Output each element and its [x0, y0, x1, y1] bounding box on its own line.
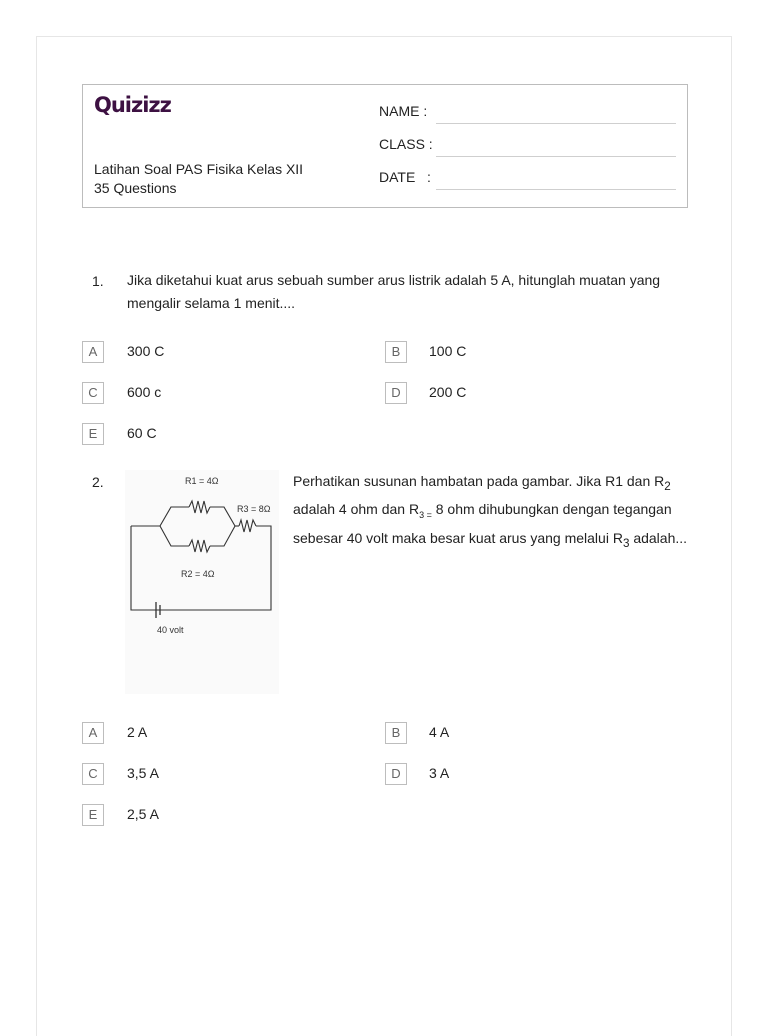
q1-option-e-box[interactable]: E — [82, 423, 104, 445]
question-1-number: 1. — [92, 273, 104, 289]
q1-option-c-text: 600 c — [127, 384, 162, 400]
q2-option-a-box[interactable]: A — [82, 722, 104, 744]
question-2-number: 2. — [92, 474, 104, 490]
circuit-diagram — [125, 470, 279, 694]
question-count: 35 Questions — [94, 180, 177, 196]
q1-option-a-box[interactable]: A — [82, 341, 104, 363]
quiz-title: Latihan Soal PAS Fisika Kelas XII — [94, 161, 304, 177]
q1-option-b-box[interactable]: B — [385, 341, 407, 363]
q2-text-sub-3: 3 — [622, 536, 630, 550]
q1-option-c-box[interactable]: C — [82, 382, 104, 404]
date-line[interactable] — [436, 189, 676, 190]
quizizz-logo: Quizizz — [94, 93, 171, 117]
q1-option-d-box[interactable]: D — [385, 382, 407, 404]
worksheet-header — [82, 84, 688, 208]
class-label: CLASS : — [379, 136, 433, 152]
r1-label: R1 = 4Ω — [185, 476, 219, 486]
q1-option-a-text: 300 C — [127, 343, 165, 359]
source-label: 40 volt — [157, 625, 184, 635]
q2-option-d-box[interactable]: D — [385, 763, 407, 785]
q2-option-e-box[interactable]: E — [82, 804, 104, 826]
name-label: NAME : — [379, 103, 428, 119]
q2-text-sub-2: 3 = — [419, 509, 432, 520]
question-2-text — [293, 470, 693, 554]
q2-text-part-2: adalah 4 ohm dan R — [293, 500, 420, 517]
q1-option-b-text: 100 C — [429, 343, 467, 359]
date-label: DATE : — [379, 169, 431, 185]
q2-option-b-text: 4 A — [429, 724, 450, 740]
q2-text-part-4: adalah... — [629, 529, 688, 546]
q2-option-d-text: 3 A — [429, 765, 450, 781]
q1-option-e-text: 60 C — [127, 425, 157, 441]
q2-option-b-box[interactable]: B — [385, 722, 407, 744]
class-line[interactable] — [436, 156, 676, 157]
r3-label: R3 = 8Ω — [237, 504, 271, 514]
q1-option-d-text: 200 C — [429, 384, 467, 400]
q2-option-a-text: 2 A — [127, 724, 148, 740]
r2-label: R2 = 4Ω — [181, 569, 215, 579]
q2-option-c-box[interactable]: C — [82, 763, 104, 785]
q2-option-e-text: 2,5 A — [127, 806, 159, 822]
question-1-text: Jika diketahui kuat arus sebuah sumber arus listrik adalah 5 A, hitunglah muatan yang mengalir selama 1 menit.... — [127, 272, 661, 311]
q2-option-c-text: 3,5 A — [127, 765, 159, 781]
worksheet-page — [36, 36, 732, 1036]
q2-text-sub-1: 2 — [664, 479, 671, 493]
q2-text-part-3: 8 ohm dihubungkan dengan tegangan sebesar 40 volt maka besar kuat arus yang melalui R — [293, 500, 672, 546]
circuit-svg — [125, 470, 279, 694]
q2-text-part-1: Perhatikan susunan hambatan pada gambar. Jika R1 dan R — [293, 473, 665, 489]
name-line[interactable] — [436, 123, 676, 124]
